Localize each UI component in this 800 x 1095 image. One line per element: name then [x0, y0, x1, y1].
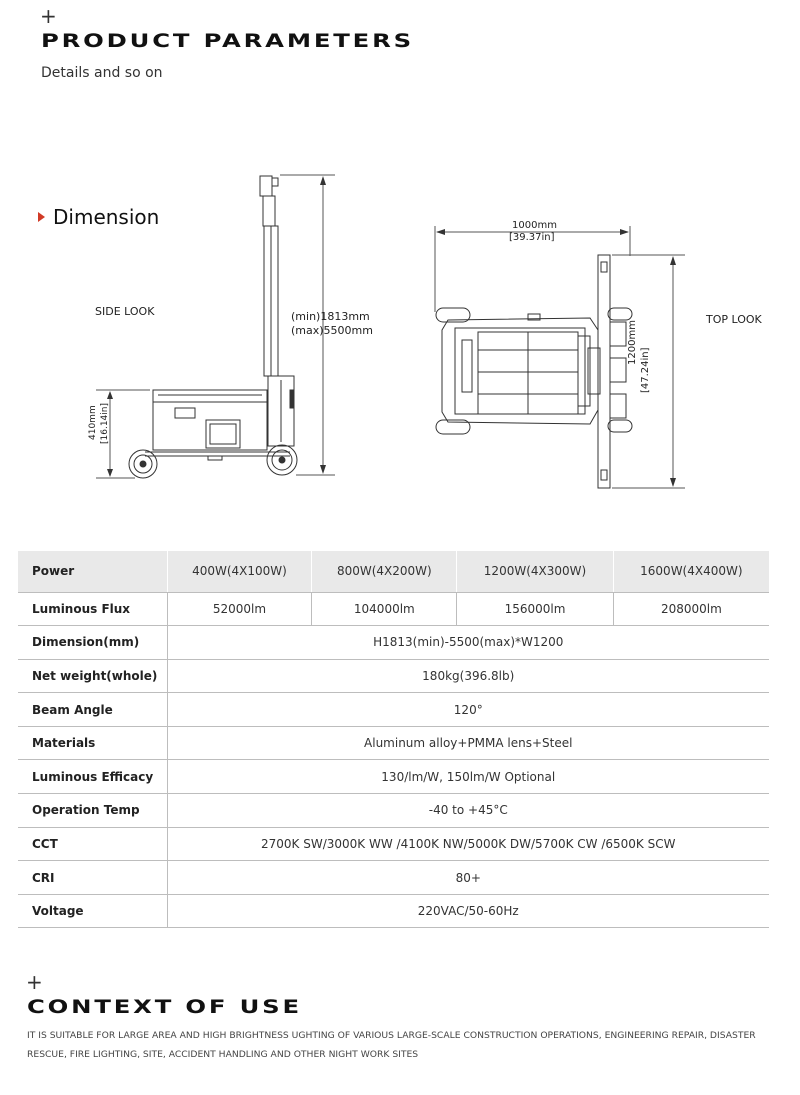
table-row [18, 626, 769, 660]
width-mm-label: 1000mm [512, 220, 557, 231]
row-label: CCT [18, 827, 167, 861]
length-mm-label: 1200mm [627, 320, 638, 365]
page-title: PRODUCT PARAMETERS [41, 30, 414, 52]
height-max-label: (max)5500mm [291, 324, 373, 337]
height-min-label: (min)1813mm [291, 310, 370, 323]
table-row [18, 894, 769, 928]
row-value: Aluminum alloy+PMMA lens+Steel [167, 726, 769, 760]
flux-cell: 156000lm [457, 592, 613, 626]
base-height-in-label: [16.14in] [100, 403, 110, 444]
light-head-middle [610, 358, 626, 382]
row-label: Dimension(mm) [18, 626, 167, 660]
row-label: Net weight(whole) [18, 659, 167, 693]
mast-top-bracket [260, 176, 272, 196]
context-description: IT IS SUITABLE FOR LARGE AREA AND HIGH BRIGHTNESS UGHTING OF VARIOUS LARGE-SCALE CONSTRUCTION OPERATIONS, ENGINEERING REPAIR, DISASTER RESCUE, FIRE LIGHTING, SITE, ACCIDENT HANDLING AND OTHER NIGHT WORK SITES [27, 1030, 756, 1060]
table-row [18, 861, 769, 895]
row-value: 80+ [167, 861, 769, 895]
row-label: Luminous Efficacy [18, 760, 167, 794]
flux-cell: 208000lm [613, 592, 769, 626]
row-label: Materials [18, 726, 167, 760]
row-value: -40 to +45°C [167, 794, 769, 828]
row-value: H1813(min)-5500(max)*W1200 [167, 626, 769, 660]
table-row [18, 827, 769, 861]
row-value: 120° [167, 693, 769, 727]
power-cell: 800W(4X200W) [312, 551, 457, 592]
table-row [18, 693, 769, 727]
dimension-drawing [0, 0, 800, 540]
row-label: Voltage [18, 894, 167, 928]
row-label: Luminous Flux [18, 592, 167, 626]
spec-table [18, 551, 769, 928]
power-cell: 1200W(4X300W) [457, 551, 613, 592]
power-cell: 1600W(4X400W) [613, 551, 769, 592]
row-value: 180kg(396.8lb) [167, 659, 769, 693]
table-row-flux [18, 592, 769, 626]
plus-icon: + [40, 4, 57, 28]
table-row [18, 726, 769, 760]
length-in-label: [47.24in] [640, 347, 651, 393]
side-look-label: SIDE LOOK [95, 305, 155, 318]
light-head-upper [610, 322, 626, 346]
flux-cell: 104000lm [312, 592, 457, 626]
cart-top-outline [442, 318, 598, 424]
light-head-lower [610, 394, 626, 418]
flux-cell: 52000lm [167, 592, 312, 626]
table-row-power [18, 551, 769, 592]
page-subtitle: Details and so on [41, 65, 163, 81]
table-row [18, 760, 769, 794]
row-value: 2700K SW/3000K WW /4100K NW/5000K DW/5700K CW /6500K SCW [167, 827, 769, 861]
context-title: CONTEXT OF USE [27, 996, 302, 1018]
table-row [18, 794, 769, 828]
row-label: Beam Angle [18, 693, 167, 727]
mast-upper [263, 196, 275, 226]
power-cell: 400W(4X100W) [167, 551, 312, 592]
row-value: 130/lm/W, 150lm/W Optional [167, 760, 769, 794]
row-label: Operation Temp [18, 794, 167, 828]
width-in-label: [39.37in] [509, 232, 555, 243]
top-look-label: TOP LOOK [706, 313, 762, 326]
dimension-title: Dimension [53, 205, 160, 229]
row-value: 220VAC/50-60Hz [167, 894, 769, 928]
table-row [18, 659, 769, 693]
plus-icon: + [26, 970, 43, 994]
base-height-mm-label: 410mm [88, 405, 98, 440]
row-label: CRI [18, 861, 167, 895]
row-label: Power [18, 551, 167, 592]
